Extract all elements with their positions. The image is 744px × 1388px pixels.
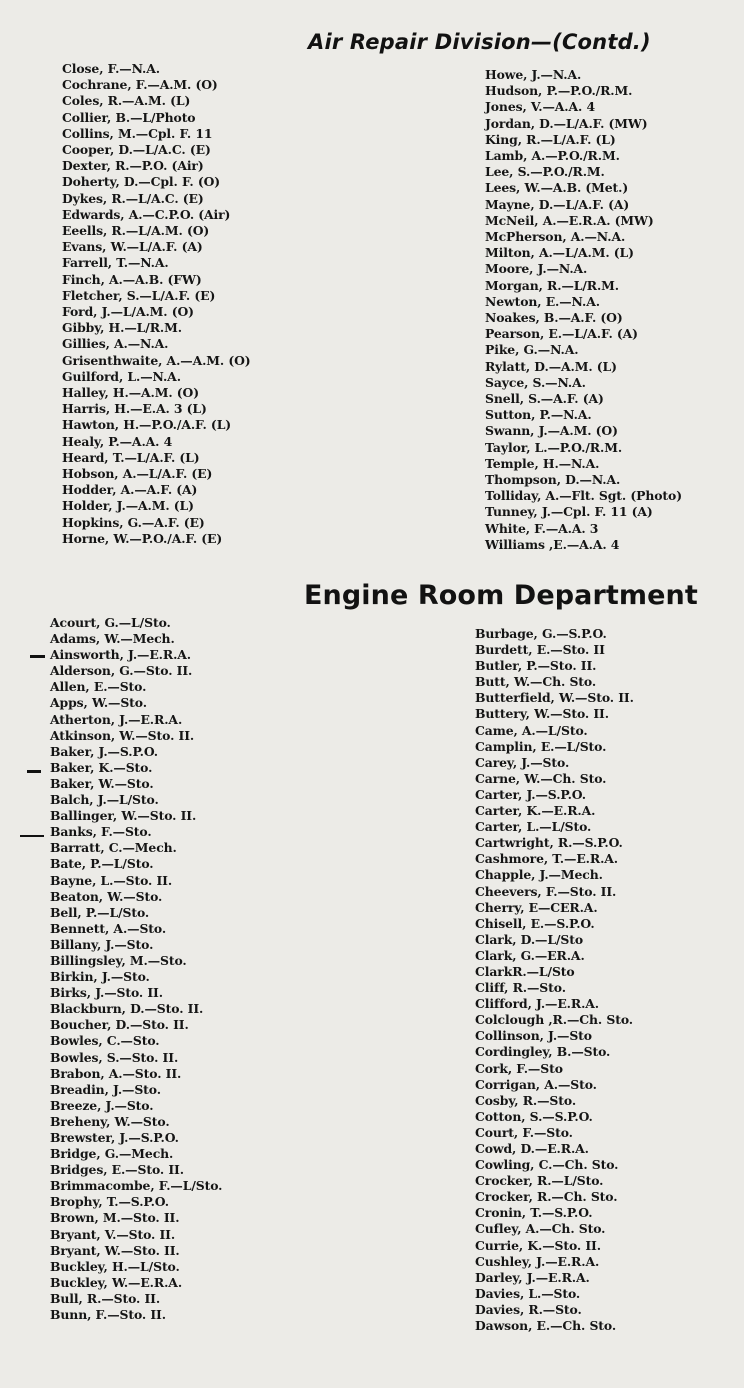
roster-entry: Cowling, C.—Ch. Sto.: [475, 1157, 619, 1173]
roster-entry: Baker, K.—Sto.: [50, 759, 153, 775]
roster-entry: Cronin, T.—S.P.O.: [475, 1205, 593, 1221]
roster-entry: Horne, W.—P.O./A.F. (E): [62, 530, 223, 546]
engine-room-list-left: [50, 615, 310, 1323]
roster-entry: Brimmacombe, F.—L/Sto.: [50, 1178, 223, 1194]
roster-entry: Butt, W.—Ch. Sto.: [475, 674, 597, 690]
roster-entry: Collins, M.—Cpl. F. 11: [62, 125, 213, 141]
roster-entry: Cochrane, F.—A.M. (O): [62, 77, 218, 93]
roster-entry: Heard, T.—L/A.F. (L): [62, 449, 200, 465]
roster-entry: Ainsworth, J.—E.R.A.: [50, 647, 192, 663]
roster-entry: Breadin, J.—Sto.: [50, 1081, 161, 1097]
roster-entry: Hopkins, G.—A.F. (E): [62, 514, 205, 530]
roster-entry: Brewster, J.—S.P.O.: [50, 1130, 179, 1145]
roster-entry: Brophy, T.—S.P.O.: [50, 1194, 169, 1210]
roster-entry: Newton, E.—N.A.: [485, 293, 600, 309]
roster-entry: Hudson, P.—P.O./R.M.: [485, 83, 633, 99]
roster-entry: Brown, M.—Sto. II.: [50, 1210, 180, 1226]
roster-entry: Billany, J.—Sto.: [50, 936, 154, 952]
roster-entry: Jordan, D.—L/A.F. (MW): [485, 115, 648, 131]
roster-entry: Bowles, C.—Sto.: [50, 1033, 160, 1049]
roster-entry: Bunn, F.—Sto. II.: [50, 1307, 166, 1323]
roster-entry: Bell, P.—L/Sto.: [50, 904, 150, 920]
roster-entry: Dawson, E.—Ch. Sto.: [475, 1318, 617, 1334]
roster-entry: Crocker, R.—Ch. Sto.: [475, 1189, 618, 1205]
roster-entry: Swann, J.—A.M. (O): [485, 423, 618, 439]
roster-entry: Banks, F.—Sto.: [50, 824, 152, 840]
roster-entry: Bayne, L.—Sto. II.: [50, 872, 173, 888]
roster-entry: Temple, H.—N.A.: [485, 455, 600, 471]
roster-entry: Bridge, G.—Mech.: [50, 1146, 174, 1162]
roster-entry: Cordingley, B.—Sto.: [475, 1044, 611, 1060]
roster-entry: Lee, S.—P.O./R.M.: [485, 164, 605, 180]
roster-entry: Hawton, H.—P.O./A.F. (L): [62, 417, 232, 433]
roster-entry: Bryant, V.—Sto. II.: [50, 1226, 176, 1242]
roster-entry: Chisell, E.—S.P.O.: [475, 915, 595, 931]
roster-entry: Davies, L.—Sto.: [475, 1285, 581, 1301]
engine-room-list-right: [475, 626, 735, 1334]
roster-entry: Buckley, W.—E.R.A.: [50, 1274, 183, 1290]
roster-entry: Breheny, W.—Sto.: [50, 1113, 170, 1129]
roster-entry: Darley, J.—E.R.A.: [475, 1269, 590, 1285]
roster-entry: Bridges, E.—Sto. II.: [50, 1162, 184, 1178]
roster-entry: Cork, F.—Sto: [475, 1060, 563, 1076]
roster-entry: Snell, S.—A.F. (A): [485, 391, 604, 407]
air-repair-list-right: [485, 67, 735, 553]
roster-entry: Thompson, D.—N.A.: [485, 472, 621, 488]
roster-entry: Burdett, E.—Sto. II: [475, 642, 605, 658]
roster-entry: Pike, G.—N.A.: [485, 342, 579, 358]
roster-entry: Taylor, L.—P.O./R.M.: [485, 439, 623, 455]
roster-entry: Balch, J.—L/Sto.: [50, 792, 159, 808]
roster-entry: Rylatt, D.—A.M. (L): [485, 358, 617, 374]
roster-entry: Burbage, G.—S.P.O.: [475, 626, 607, 641]
roster-entry: Birks, J.—Sto. II.: [50, 985, 163, 1001]
roster-entry: Sayce, S.—N.A.: [485, 374, 586, 390]
roster-entry: Dexter, R.—P.O. (Air): [62, 158, 204, 174]
roster-entry: Dykes, R.—L/A.C. (E): [62, 190, 204, 206]
roster-entry: Cooper, D.—L/A.C. (E): [62, 142, 211, 158]
roster-entry: Pearson, E.—L/A.F. (A): [485, 326, 638, 342]
roster-entry: Acourt, G.—L/Sto.: [50, 615, 171, 630]
roster-entry: Adams, W.—Mech.: [50, 631, 175, 647]
roster-entry: Chapple, J.—Mech.: [475, 867, 603, 883]
roster-entry: Atherton, J.—E.R.A.: [50, 711, 183, 727]
roster-entry: Cushley, J.—E.R.A.: [475, 1253, 600, 1269]
roster-entry: Halley, H.—A.M. (O): [62, 385, 199, 401]
roster-entry: Carter, J.—S.P.O.: [475, 786, 586, 802]
roster-entry: Harris, H.—E.A. 3 (L): [62, 401, 207, 417]
roster-entry: Doherty, D.—Cpl. F. (O): [62, 174, 221, 190]
roster-entry: Grisenthwaite, A.—A.M. (O): [62, 352, 251, 368]
roster-entry: Carter, L.—L/Sto.: [475, 819, 592, 835]
roster-entry: Gibby, H.—L/R.M.: [62, 320, 182, 336]
roster-entry: Cashmore, T.—E.R.A.: [475, 851, 619, 867]
roster-entry: Beaton, W.—Sto.: [50, 888, 163, 904]
roster-entry: Baker, J.—S.P.O.: [50, 743, 159, 759]
roster-entry: Allen, E.—Sto.: [50, 679, 147, 695]
roster-entry: Coles, R.—A.M. (L): [62, 93, 191, 109]
roster-entry: Cheevers, F.—Sto. II.: [475, 883, 617, 899]
roster-entry: Williams ,E.—A.A. 4: [485, 536, 620, 552]
roster-entry: Howe, J.—N.A.: [485, 67, 582, 82]
roster-entry: Cartwright, R.—S.P.O.: [475, 835, 623, 851]
roster-entry: Eeells, R.—L/A.M. (O): [62, 223, 210, 239]
roster-entry: Boucher, D.—Sto. II.: [50, 1017, 189, 1033]
roster-entry: Bate, P.—L/Sto.: [50, 856, 154, 872]
roster-entry: Guilford, L.—N.A.: [62, 368, 181, 384]
engine-room-heading: Engine Room Department: [304, 580, 698, 611]
roster-entry: Close, F.—N.A.: [62, 61, 160, 76]
roster-entry: Buckley, H.—L/Sto.: [50, 1258, 180, 1274]
roster-entry: Bowles, S.—Sto. II.: [50, 1049, 179, 1065]
roster-entry: Gillies, A.—N.A.: [62, 336, 169, 352]
roster-entry: Camplin, E.—L/Sto.: [475, 738, 607, 754]
roster-entry: Cowd, D.—E.R.A.: [475, 1141, 589, 1156]
roster-entry: Ford, J.—L/A.M. (O): [62, 304, 194, 320]
roster-entry: Sutton, P.—N.A.: [485, 407, 592, 423]
air-repair-heading: Air Repair Division—(Contd.): [308, 30, 651, 54]
roster-entry: Cotton, S.—S.P.O.: [475, 1108, 593, 1124]
roster-entry: Moore, J.—N.A.: [485, 261, 588, 277]
roster-entry: Farrell, T.—N.A.: [62, 255, 169, 271]
margin-tick-mark: [27, 770, 41, 773]
roster-entry: Carne, W.—Ch. Sto.: [475, 770, 607, 786]
roster-entry: Fletcher, S.—L/A.F. (E): [62, 287, 216, 303]
roster-entry: Evans, W.—L/A.F. (A): [62, 239, 203, 255]
roster-entry: Lamb, A.—P.O./R.M.: [485, 148, 620, 164]
roster-entry: Atkinson, W.—Sto. II.: [50, 727, 195, 743]
roster-entry: Bull, R.—Sto. II.: [50, 1290, 161, 1306]
roster-entry: Jones, V.—A.A. 4: [485, 99, 595, 115]
roster-entry: Morgan, R.—L/R.M.: [485, 277, 620, 293]
roster-entry: Barratt, C.—Mech.: [50, 840, 177, 856]
roster-entry: Clark, D.—L/Sto: [475, 931, 584, 947]
roster-entry: Mayne, D.—L/A.F. (A): [485, 196, 630, 212]
roster-entry: McNeil, A.—E.R.A. (MW): [485, 212, 654, 228]
roster-entry: Buttery, W.—Sto. II.: [475, 706, 609, 722]
roster-entry: Butler, P.—Sto. II.: [475, 658, 597, 674]
roster-entry: Breeze, J.—Sto.: [50, 1097, 154, 1113]
roster-entry: Bennett, A.—Sto.: [50, 920, 167, 936]
roster-entry: Holder, J.—A.M. (L): [62, 498, 194, 514]
roster-entry: White, F.—A.A. 3: [485, 520, 599, 536]
roster-entry: Corrigan, A.—Sto.: [475, 1076, 597, 1092]
roster-entry: King, R.—L/A.F. (L): [485, 131, 616, 147]
margin-tick-mark: [20, 835, 44, 837]
roster-entry: Birkin, J.—Sto.: [50, 969, 150, 985]
roster-entry: Butterfield, W.—Sto. II.: [475, 690, 634, 706]
roster-entry: Hodder, A.—A.F. (A): [62, 482, 198, 498]
roster-entry: ClarkR.—L/Sto: [475, 963, 575, 979]
roster-entry: Lees, W.—A.B. (Met.): [485, 180, 629, 196]
roster-entry: Cherry, E—CER.A.: [475, 899, 598, 915]
roster-entry: McPherson, A.—N.A.: [485, 229, 626, 245]
roster-entry: Hobson, A.—L/A.F. (E): [62, 466, 213, 482]
roster-entry: Bryant, W.—Sto. II.: [50, 1242, 180, 1258]
roster-entry: Currie, K.—Sto. II.: [475, 1237, 601, 1253]
roster-entry: Carey, J.—Sto.: [475, 754, 570, 770]
roster-entry: Clark, G.—ER.A.: [475, 947, 585, 963]
roster-entry: Edwards, A.—C.P.O. (Air): [62, 206, 231, 222]
roster-entry: Davies, R.—Sto.: [475, 1301, 582, 1317]
roster-entry: Carter, K.—E.R.A.: [475, 803, 596, 819]
roster-entry: Colclough ,R.—Ch. Sto.: [475, 1012, 633, 1028]
air-repair-list-left: [62, 61, 322, 547]
margin-tick-mark: [30, 655, 45, 658]
roster-entry: Clifford, J.—E.R.A.: [475, 996, 600, 1012]
roster-entry: Healy, P.—A.A. 4: [62, 433, 173, 449]
roster-entry: Came, A.—L/Sto.: [475, 722, 588, 738]
roster-entry: Milton, A.—L/A.M. (L): [485, 245, 634, 261]
roster-entry: Tunney, J.—Cpl. F. 11 (A): [485, 504, 653, 520]
roster-entry: Noakes, B.—A.F. (O): [485, 310, 623, 326]
roster-entry: Tolliday, A.—Flt. Sgt. (Photo): [485, 488, 682, 504]
roster-entry: Blackburn, D.—Sto. II.: [50, 1001, 204, 1017]
roster-entry: Collier, B.—L/Photo: [62, 109, 196, 125]
roster-entry: Brabon, A.—Sto. II.: [50, 1065, 182, 1081]
roster-entry: Collinson, J.—Sto: [475, 1028, 592, 1044]
roster-entry: Cufley, A.—Ch. Sto.: [475, 1221, 606, 1237]
roster-entry: Finch, A.—A.B. (FW): [62, 271, 202, 287]
roster-entry: Cliff, R.—Sto.: [475, 980, 566, 996]
roster-entry: Court, F.—Sto.: [475, 1124, 573, 1140]
roster-entry: Crocker, R.—L/Sto.: [475, 1173, 604, 1189]
roster-entry: Apps, W.—Sto.: [50, 695, 147, 711]
roster-entry: Billingsley, M.—Sto.: [50, 952, 187, 968]
roster-entry: Baker, W.—Sto.: [50, 775, 154, 791]
roster-entry: Ballinger, W.—Sto. II.: [50, 808, 197, 824]
roster-entry: Alderson, G.—Sto. II.: [50, 663, 193, 679]
roster-entry: Cosby, R.—Sto.: [475, 1092, 577, 1108]
